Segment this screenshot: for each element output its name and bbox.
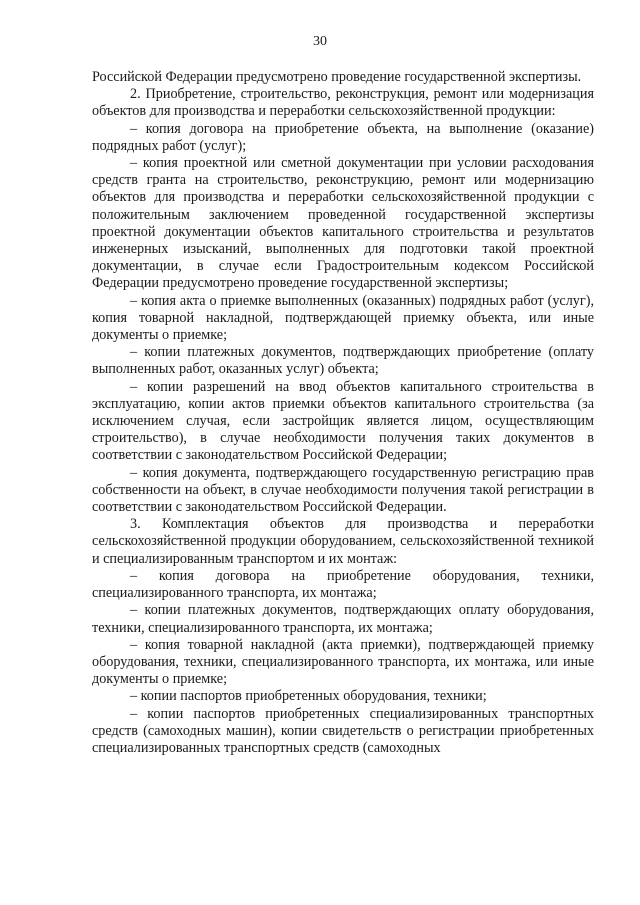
paragraph: – копии паспортов приобретенных специализированных транспортных средств (самоходных машин), копии свидетельств о регистрации приобретенных специализированных транспортных средств (самоходных — [92, 705, 594, 756]
document-body — [92, 69, 594, 757]
paragraph: – копия договора на приобретение объекта, на выполнение (оказание) подрядных работ (услуг); — [92, 120, 594, 154]
paragraph: – копии платежных документов, подтверждающих приобретение (оплату выполненных работ, оказанных услуг) объекта; — [92, 344, 594, 378]
paragraph: – копия договора на приобретение оборудования, техники, специализированного транспорта, их монтажа; — [92, 567, 594, 602]
paragraph: – копии паспортов приобретенных оборудования, техники; — [130, 688, 487, 705]
paragraph: – копия акта о приемке выполненных (оказанных) подрядных работ (услуг), копия товарной накладной, подтверждающей приемку объекта, или иные документы о приемке; — [92, 292, 594, 344]
paragraph: – копия товарной накладной (акта приемки), подтверждающей приемку оборудования, техники, специализированного транспорта, их монтажа, или иные документы о приемке; — [92, 636, 594, 688]
paragraph: Российской Федерации предусмотрено проведение государственной экспертизы. — [92, 69, 582, 85]
paragraph: 2. Приобретение, строительство, реконструкция, ремонт или модернизация объектов для производства и переработки сельскохозяйственной продукции: — [92, 86, 594, 120]
paragraph: – копии разрешений на ввод объектов капитального строительства в эксплуатацию, копии актов приемки объектов капитального строительства (за исключением случая, если застройщик является лицом, осуществляющим строительство), в случае необходимости получения таких документов в соответствии с законодательством Российской Федерации; — [92, 378, 594, 464]
paragraph: – копия документа, подтверждающего государственную регистрацию прав собственности на объект, в случае необходимости получения такой регистрации в соответствии с законодательством Российской Федерации. — [92, 464, 594, 516]
paragraph: – копия проектной или сметной документации при условии расходования средств гранта на строительство, реконструкцию, ремонт или модернизацию объектов для производства и переработки сельскохозяйственной продукции с положительным заключением проведенной государственной экспертизы проектной документации объектов капитального строительства и результатов инженерных изысканий, выполненных для подготовки такой проектной документации, в случае если Градостроительным кодексом Российской Федерации предусмотрено проведение государственной экспертизы; — [92, 155, 594, 292]
page-number: 30 — [313, 34, 327, 49]
paragraph: 3. Комплектация объектов для производства и переработки сельскохозяйственной продукции оборудованием, сельскохозяйственной техникой и специализированным транспортом и их монтаж: — [92, 516, 594, 567]
paragraph: – копии платежных документов, подтверждающих оплату оборудования, техники, специализированного транспорта, их монтажа; — [92, 602, 594, 636]
